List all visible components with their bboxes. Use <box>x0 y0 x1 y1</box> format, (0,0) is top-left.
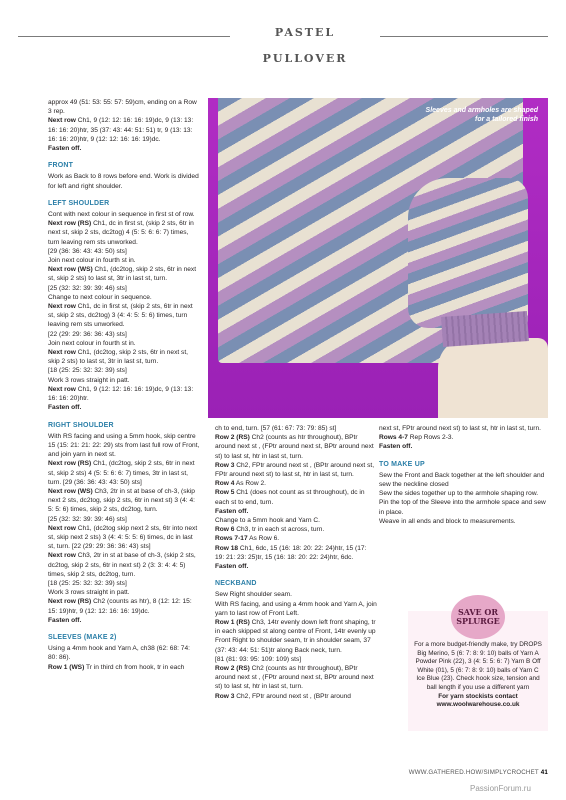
photo-caption: Sleeves and armholes are shaped for a tailored finish <box>425 107 538 123</box>
paragraph: ch to end, turn. [57 (61: 67: 73: 79: 85) st] <box>215 425 337 432</box>
paragraph: Work as Back to 8 rows before end. Work is divided for left and right shoulder. <box>48 173 199 190</box>
paragraph: Next row (WS) Ch1, (dc2tog, skip 2 sts, 6tr in next st, skip 2 sts) to last st, 3tr in last st, turn. <box>48 266 197 283</box>
paragraph: Next row (WS) Ch3, 2tr in st at base of ch-3, (skip next 2 sts, dc2tog, skip 2 sts, 6tr in next st) 3 (4: 4: 5: 5: 6) times, skip 2 sts, dc2tog, turn. <box>48 487 195 514</box>
paragraph: Row 1 (RS) Ch3, 14tr evenly down left front shaping, tr in each skipped st along centre of Front, 14tr evenly up Front Right to shoulder seam, tr in shoulder seam, 37 (37: 43: 44: 51: 51)tr along Back neck, turn. <box>215 619 376 654</box>
paragraph: Fasten off. <box>215 507 249 515</box>
paragraph: Row 3 Ch2, FPtr around next st , (BPtr around next st, FPtr around next st) to last st, htr in last st, turn. <box>215 461 375 479</box>
paragraph: Next row (RS) Ch1, dc in first st, (skip 2 sts, 6tr in next st, skip 2 sts, dc2tog) 4 (5: 5: 6: 6: 7) times, turn leaving rem sts unworked. <box>48 220 194 246</box>
paragraph: [25 (32: 32: 39: 39: 46) sts] <box>48 284 127 292</box>
header-rule-left <box>18 36 230 37</box>
paragraph: Row 2 (RS) Ch2 (counts as htr throughout), BPtr around next st , (FPtr around next st, BPtr around next st) to last st, htr in last st, turn. <box>215 434 374 460</box>
paragraph: Fasten off. <box>379 443 413 451</box>
header-tab <box>230 20 380 65</box>
paragraph: Rows 4-7 Rep Rows 2-3. <box>379 434 454 442</box>
paragraph: Row 6 Ch3, tr in each st across, turn. <box>215 526 325 534</box>
section-heading: FRONT <box>48 162 74 170</box>
save-or-splurge-box <box>408 607 548 731</box>
paragraph: Work 3 rows straight in patt. <box>48 589 130 597</box>
paragraph: Next row Ch1, (dc2tog, skip 2 sts, 6tr in next st, skip 2 sts) to last st, 3tr in last st, turn. <box>48 349 189 366</box>
sleeve-cuff-image <box>441 311 529 347</box>
save-or-splurge-text <box>414 641 542 710</box>
page-header <box>0 0 566 65</box>
paragraph: Change to a 5mm hook and Yarn C. <box>215 517 320 525</box>
paragraph: Fasten off. <box>48 145 82 153</box>
header-rule-right <box>380 36 548 37</box>
paragraph: [25 (32: 32: 39: 39: 46) sts] <box>48 515 127 523</box>
paragraph: Next row (RS) Ch1, (dc2tog, skip 2 sts, 6tr in next st, skip 2 sts) 4 (5: 5: 6: 6: 7) times, 3tr in last st, turn. [29 (36: 36: 43: 43: 50) sts] <box>48 460 195 486</box>
paragraph: [18 (25: 25: 32: 32: 39) sts] <box>48 367 127 375</box>
section-heading: LEFT SHOULDER <box>48 199 110 207</box>
pullover-sleeve-image <box>408 178 528 328</box>
paragraph: Sew the sides together up to the armhole shaping row. <box>379 490 539 498</box>
paragraph: Fasten off. <box>48 616 82 624</box>
section-heading: NECKBAND <box>215 580 257 588</box>
paragraph: next st, FPtr around next st) to last st, htr in last st, turn. <box>379 425 541 432</box>
stockists-line: For yarn stockists contact <box>438 692 518 700</box>
paragraph: approx 49 (51: 53: 55: 57: 59)cm, ending on a Row 3 rep. <box>48 99 197 116</box>
save-or-splurge-body: For a more budget-friendly make, try DROPS Big Merino, 5 (6: 7: 8: 9: 10) balls of Yarn A Powder Pink (22), 3 (4: 5: 5: 6: 7) Yarn B Off White (01), 5 (6: 7: 8: 9: 10) balls of Yarn C Ice Blue (23). Check hook size, tension and ball length if you use a different yarn <box>414 641 542 691</box>
paragraph: Row 5 Ch1 (does not count as st throughout), dc in each st to end, turn. <box>215 489 365 506</box>
paragraph: [18 (25: 25: 32: 32: 39) sts] <box>48 579 127 587</box>
paragraph: Join next colour in fourth st in. <box>48 257 136 265</box>
page-title: PASTEL PULLOVER <box>262 26 348 65</box>
paragraph: Rows 7-17 As Row 6. <box>215 535 280 543</box>
paragraph: Next row Ch3, 2tr in st at base of ch-3, (skip 2 sts, dc2tog, skip 2 sts, 6tr in next st) 2 (3: 3: 4: 4: 5) times, skip 2 sts, dc2tog, turn. <box>48 552 196 578</box>
badge-label: SAVE OR SPLURGE <box>456 607 500 626</box>
footer-site[interactable]: WWW.GATHERED.HOW/SIMPLYCROCHET <box>408 769 539 776</box>
column-left <box>48 98 200 672</box>
paragraph: Row 2 (RS) Ch2 (counts as htr throughout), BPtr around next st , (FPtr around next st, BPtr around next st) to last st, htr in last st, turn. <box>215 665 374 691</box>
paragraph: Sew Right shoulder seam. <box>215 591 292 599</box>
paragraph: Work 3 rows straight in patt. <box>48 376 130 384</box>
paragraph: Next row Ch1, 9 (12: 12: 16: 16: 19)dc, 9 (13: 13: 16: 16: 20)htr. <box>48 385 194 403</box>
paragraph: [81 (81: 93: 95: 109: 109) sts] <box>215 655 302 663</box>
column-middle <box>215 424 377 701</box>
paragraph: Row 1 (WS) Tr in third ch from hook, tr in each <box>48 663 185 671</box>
paragraph: Fasten off. <box>48 404 82 412</box>
section-heading: RIGHT SHOULDER <box>48 421 114 429</box>
section-heading: TO MAKE UP <box>379 460 425 468</box>
paragraph: Cont with next colour in sequence in first st of row. <box>48 211 195 219</box>
page-footer <box>390 769 548 776</box>
paragraph: Sew the Front and Back together at the left shoulder and sew the neckline closed <box>379 471 545 489</box>
paragraph: Next row Ch1, 9 (12: 12: 16: 16: 19)dc, 9 (13: 13: 16: 16: 20)htr, 35 (37: 43: 44: 51: 51) tr, 9 (13: 13: 16: 16: 20)htr, 9 (12: 12: 16: 16: 19)dc. <box>48 117 194 143</box>
paragraph: Next row (RS) Ch2 (counts as htr), 8 (12: 12: 15: 15: 19)htr, 9 (12: 12: 16: 16: 19)dc. <box>48 598 192 615</box>
paragraph: Weave in all ends and block to measurements. <box>379 517 516 525</box>
paragraph: [29 (36: 36: 43: 43: 50) sts] <box>48 247 127 255</box>
section-heading: SLEEVES (MAKE 2) <box>48 633 117 641</box>
paragraph: Join next colour in fourth st in. <box>48 339 136 347</box>
pullover-photo <box>208 98 548 418</box>
watermark: PassionForum.ru <box>470 784 531 793</box>
page-number: 41 <box>540 769 548 776</box>
paragraph: Pin the top of the Sleeve into the armhole space and sew in place. <box>379 499 546 516</box>
stockists-url[interactable]: www.woolwarehouse.co.uk <box>436 701 520 709</box>
paragraph: Row 3 Ch2, FPtr around next st , (BPtr around <box>215 692 351 700</box>
paragraph: With RS facing and using a 5mm hook, skip centre 15 (15: 21: 21: 22: 29) sts from last full row of Front, and join yarn in next st. <box>48 432 200 459</box>
paragraph: Next row Ch1, (dc2tog skip next 2 sts, 6tr into next st, skip next 2 sts) 3 (4: 4: 5: 5: 6) times, dc in last st, turn. [22 (29: 29: 36: 36: 43) sts] <box>48 524 198 551</box>
save-or-splurge-badge <box>451 595 505 639</box>
paragraph: Row 18 Ch1, 6dc, 15 (16: 18: 20: 22: 24)htr, 15 (17: 19: 21: 23: 25)tr, 15 (16: 18: 20: 22: 24)htr, 6dc. <box>215 544 367 561</box>
paragraph: [22 (29: 29: 36: 36: 43) sts] <box>48 330 127 338</box>
column-right <box>379 424 549 526</box>
paragraph: Using a 4mm hook and Yarn A, ch38 (62: 68: 74: 80: 86). <box>48 645 190 662</box>
undershirt-image <box>438 338 548 418</box>
paragraph: With RS facing, and using a 4mm hook and Yarn A, join yarn to last row of Front Left. <box>215 600 377 617</box>
paragraph: Change to next colour in sequence. <box>48 293 152 301</box>
paragraph: Row 4 As Row 2. <box>215 480 266 488</box>
paragraph: Fasten off. <box>215 563 249 571</box>
paragraph: Next row Ch1, dc in first st, (skip 2 sts, 6tr in next st, skip 2 sts, dc2tog) 3 (4: 4: 5: 5: 6) times, turn leaving rem sts unworked. <box>48 303 193 329</box>
